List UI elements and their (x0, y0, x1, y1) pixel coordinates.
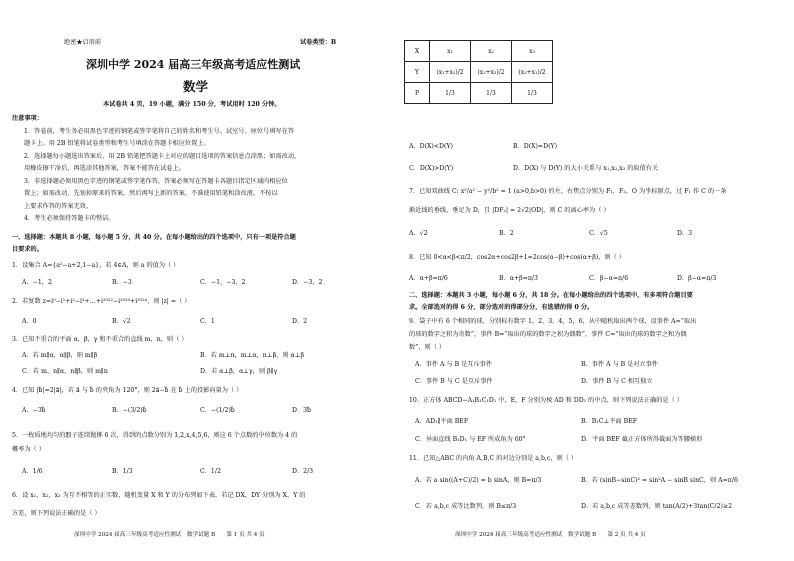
q4-option-a: A．−3b⃗ (22, 407, 46, 414)
q5-option-d: D．2/3 (292, 468, 314, 475)
question-7: 7．已知双曲线 C: x²/a² − y²/b² = 1 (a>0,b>0) 的左、右焦点分别为 F₁，F₂，O 为坐标原点，过 F₁ 作 C 的一条 (409, 188, 727, 195)
page-footer: 深圳中学 2024 届高三年级高考适应性测试 数学试题 B 第 2 页 共 4 页 (455, 532, 646, 538)
question-10: 10．正方体 ABCD−A₁B₁C₁D₁ 中，E，F 分别为棱 AD 和 DD₁ 的中点，则下列说法正确的是（ ） (409, 397, 683, 404)
question-7: 渐近线的垂线，垂足为 D，且 |DF₂| = 2√2|OD|，则 C 的离心率为（ ） (409, 207, 610, 214)
table-cell: 1/3 (471, 83, 512, 104)
q9-option-b: B．事件 A 与 B 是对立事件 (581, 361, 659, 368)
notice-line: 3．非选择题必须用黑色字迹的钢笔或签字笔作答，答案必须写在答题卡各题目指定区域内相应位 (24, 178, 288, 185)
question-9: 数”，则（ ） (409, 344, 446, 351)
q5-option-b: B．1/3 (112, 468, 133, 475)
notice-line: 上要求作答的答案无效。 (24, 203, 93, 210)
notice-line: 用橡皮擦干净后，再选涂其他答案，答案不能答在试卷上。 (24, 165, 185, 172)
q4-option-b: B．−(3/2)b⃗ (112, 407, 147, 414)
q11-option-c: C．若 a,b,c 成等比数列，则 B≤π/3 (415, 503, 517, 510)
question-3: 3．已知不重合的平面 α，β，γ 和不重合的直线 m，n，则（ ） (12, 336, 188, 343)
notice-line: 2．选择题每小题选出答案后，用 2B 铅笔把答题卡上对应的题目选项的答案信息点涂黑；如需改动， (24, 153, 301, 160)
q3-option-a: A．若 m∥α，α∥β，则 m∥β (22, 352, 98, 359)
section-2-heading: 求。全部选对的得 6 分，部分选对的得部分分，有选错的得 0 分。 (409, 304, 594, 311)
q2-option-a: A．0 (22, 318, 37, 325)
notice-line: 置上；如需改动，先划掉原来的答案，然后再写上新的答案，不准使用铅笔和涂改液。不按以 (24, 190, 278, 197)
q2-option-b: B．√2 (112, 318, 131, 325)
table-cell: x₁ (430, 41, 471, 62)
notice-heading: 注意事项： (12, 115, 43, 122)
q1-option-a: A．−1，2 (22, 279, 52, 286)
table-cell: (x₃+x₁)/2 (512, 62, 553, 83)
q11-option-a: A．若 a sin((A+C)/2) = b sinA，则 B=π/3 (415, 477, 542, 484)
question-1: 1．设集合 A={a²−a+2,1−a}，若 4∈A，则 a 的值为（ ） (12, 262, 180, 269)
section-2-heading: 二、选择题：本题共 3 小题，每小题 6 分，共 18 分。在每小题给出的四个选项中，有多项符合题目要 (409, 292, 693, 299)
q6-option-c: C．D(X)>D(Y) (409, 165, 454, 172)
question-5: 5．一枚质地均匀的骰子连续抛掷 6 次，得到的点数分别为 1,2,x,4,5,6，则这 6 个点数的中位数为 4 的 (12, 432, 298, 439)
notice-line: 4．考生必须保持答题卡的整洁。 (24, 215, 115, 222)
question-8: 8．已知 0<α<β<π/2，cos2α+cos2β+1=2cos(α−β)+cos(α+β)，则（ ） (409, 254, 625, 261)
table-cell: 1/3 (512, 83, 553, 104)
q4-option-c: C．−(1/2)b⃗ (200, 407, 235, 414)
exam-intro: 本试卷共 4 页，19 小题，满分 150 分，考试用时 120 分钟。 (103, 101, 281, 108)
table-cell: 1/3 (430, 83, 471, 104)
table-cell: P (405, 83, 430, 104)
q2-option-c: C．1 (200, 318, 215, 325)
q5-option-c: C．1/2 (200, 468, 221, 475)
q10-option-d: D．平面 BEF 截正方体所得截面为等腰梯形 (581, 436, 703, 443)
section-1-heading: 目要求的。 (12, 246, 43, 253)
q6-option-a: A．D(X)<D(Y) (409, 143, 453, 150)
page-footer: 深圳中学 2024 届高三年级高考适应性测试 数学试题 B 第 1 页 共 4 页 (74, 532, 265, 538)
page-2 (397, 0, 794, 561)
question-6: 方差，则下列说法正确的是（ ） (12, 510, 101, 517)
question-9: 的球的数字之积为奇数”，事件 B=“取出的球的数字之积为偶数”，事件 C=“取出的球的数字之和为偶 (409, 331, 687, 338)
q8-option-d: D．β−α=π/3 (677, 275, 717, 282)
q1-option-b: B．−3 (112, 279, 132, 286)
q8-option-c: C．β−α=π/6 (589, 275, 629, 282)
q1-option-d: D．−3，2 (292, 279, 323, 286)
q2-option-d: D．2 (292, 318, 308, 325)
q1-option-c: C．−1，−3，2 (200, 279, 246, 286)
exam-title: 深圳中学 2024 届高三年级高考适应性测试 (86, 58, 301, 71)
q7-option-b: B．2 (499, 230, 514, 237)
q10-option-b: B．B₁C⊥平面 BEF (581, 418, 638, 425)
question-5: 概率为（ ） (12, 446, 45, 453)
question-2: 2．若复数 z=i⁰−i¹+i²−i³+…+i²⁰²²−i²⁰²³+i²⁰²⁴，则 |z| =（ ） (12, 298, 191, 305)
question-6: 6．设 x₁，x₂，x₃ 为互不相等的正实数，随机变量 X 和 Y 的分布列如下表，若记 DX，DY 分别为 X，Y 的 (12, 492, 306, 499)
q6-option-b: B．D(X)=D(Y) (513, 143, 557, 150)
q7-option-d: D．3 (677, 230, 693, 237)
table-cell: x₃ (512, 41, 553, 62)
q4-option-d: D．3b⃗ (292, 407, 312, 414)
q11-option-d: D．若 a,b,c 成等差数列，则 tan(A/2)+3tan(C/2)≥2 (581, 503, 733, 510)
q10-option-c: C．异面直线 B₁D₁ 与 EF 所成角为 60° (415, 436, 526, 443)
question-4: 4．已知 |b⃗|=2|a⃗|，若 a⃗ 与 b⃗ 的夹角为 120°，则 2a⃗−b⃗ 在 b⃗ 上的投影向量为（ ） (12, 387, 243, 394)
q9-option-a: A．事件 A 与 B 是互斥事件 (415, 361, 493, 368)
section-1-heading: 一、选择题：本题共 8 小题，每小题 5 分，共 40 分。在每小题给出的四个选项中，只有一项是符合题 (12, 234, 296, 241)
notice-line: 题卡上。用 2B 铅笔将试卷类型和考生号填涂在答题卡相应位置上。 (24, 140, 210, 147)
q3-option-b: B．若 m⊥n，m⊥α，n⊥β，则 α⊥β (200, 352, 305, 359)
question-11: 11．已知△ABC 的内角 A,B,C 的对边分别是 a,b,c，则（ ） (409, 455, 578, 462)
question-9: 9．袋子中有 6 个相同的球，分别标有数字 1，2，3，4，5，6，从中随机取出两个球，设事件 A=“取出 (409, 318, 697, 325)
table-cell: (x₂+x₃)/2 (471, 62, 512, 83)
table-cell: X (405, 41, 430, 62)
q11-option-b: B．若 (sinB−sinC)² = sin²A − sinB sinC，则 A=π/6 (581, 477, 738, 484)
table-cell: x₂ (471, 41, 512, 62)
table-cell: Y (405, 62, 430, 83)
paper-type: 试卷类型：B (300, 39, 337, 46)
q8-option-a: A．α+β=π/6 (409, 275, 448, 282)
q8-option-b: B．α+β=π/3 (499, 275, 538, 282)
q7-option-a: A．√2 (409, 230, 428, 237)
q3-option-c: C．若 m，n∥α，n∥β，则 m∥n (22, 368, 108, 375)
q7-option-c: C．√5 (589, 230, 608, 237)
confidential-tag: 绝密★启用前 (64, 39, 102, 46)
table-cell: (x₁+x₂)/2 (430, 62, 471, 83)
q6-option-d: D．D(X) 与 D(Y) 的大小关系与 x₁,x₂,x₃ 的取值有关 (513, 165, 659, 172)
q9-option-d: D．事件 B 与 C 相互独立 (581, 378, 653, 385)
q10-option-a: A．AD₁∥平面 BEF (415, 418, 469, 425)
subject-title: 数学 (183, 79, 209, 94)
q3-option-d: D．若 α⊥β，α⊥γ，则 β∥γ (200, 368, 278, 375)
notice-line: 1．答卷前，考生务必用黑色字迹的钢笔或签字笔将自己的姓名和考生号、试室号、座位号填写在答 (24, 128, 294, 135)
q9-option-c: C．事件 B 与 C 是互斥事件 (415, 378, 493, 385)
q5-option-a: A．1/6 (22, 468, 43, 475)
